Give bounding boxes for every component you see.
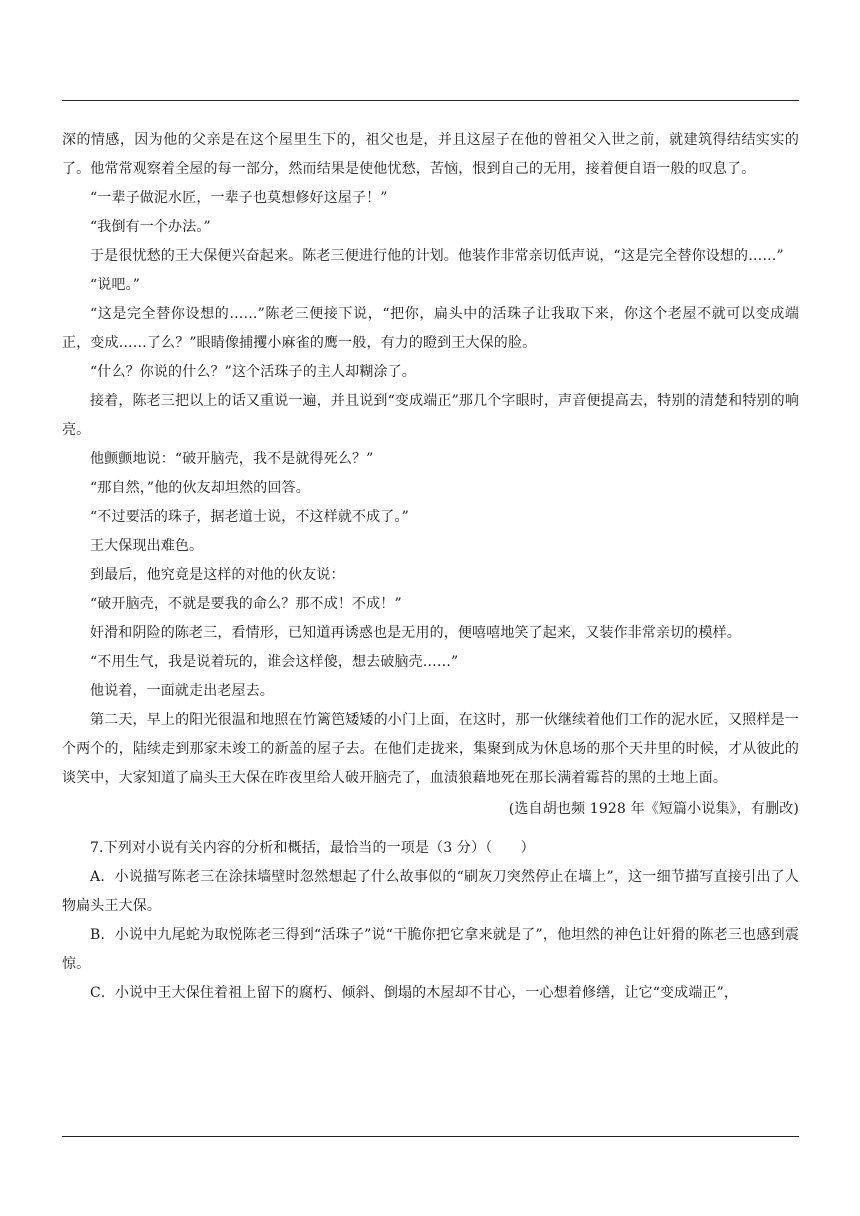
document-body — [62, 126, 799, 1008]
paragraph: 他颤颤地说：“破开脑壳，我不是就得死么？” — [90, 451, 374, 467]
paragraph: “不用生气，我是说着玩的，谁会这样傻，想去破脑壳……” — [90, 654, 459, 670]
question-option-c: C．小说中王大保住着祖上留下的腐朽、倾斜、倒塌的木屋却不甘心，一心想着修缮，让它“变成端正”， — [90, 985, 739, 1001]
paragraph: 接着，陈老三把以上的话又重说一遍，并且说到“变成端正”那几个字眼时，声音便提高去，特别的清楚和特别的响亮。 — [62, 393, 799, 438]
paragraph: “不过要活的珠子，据老道士说，不这样就不成了。” — [90, 509, 409, 525]
paragraph: “我倒有一个办法。” — [90, 219, 211, 235]
paragraph: 奸滑和阴险的陈老三，看情形，已知道再诱惑也是无用的，便嘻嘻地笑了起来，又装作非常亲切的模样。 — [90, 625, 741, 641]
header-rule — [62, 100, 799, 101]
question-option-b: B．小说中九尾蛇为取悦陈老三得到“活珠子”说“干脆你把它拿来就是了”，他坦然的神色让奸猾的陈老三也感到震惊。 — [62, 927, 799, 972]
footer-rule — [62, 1136, 799, 1137]
paragraph: “什么？你说的什么？”这个活珠子的主人却糊涂了。 — [90, 364, 416, 380]
paragraph: “这是完全替你设想的……”陈老三便接下说，“把你，扁头中的活珠子让我取下来，你这个老屋不就可以变成端正，变成……了么？”眼睛像捕攫小麻雀的鹰一般，有力的瞪到王大保的脸。 — [62, 306, 799, 351]
paragraph: 到最后，他究竟是这样的对他的伙友说： — [90, 567, 345, 583]
paragraph: “说吧。” — [90, 277, 141, 293]
source-citation: (选自胡也频 1928 年《短篇小说集》，有删改) — [508, 801, 799, 817]
question-option-a: A．小说描写陈老三在涂抹墙壁时忽然想起了什么故事似的“刷灰刀突然停止在墙上”，这一细节描写直接引出了人物扁头王大保。 — [62, 869, 799, 914]
paragraph: “一辈子做泥水匠，一辈子也莫想修好这屋子！” — [90, 190, 388, 206]
paragraph: 他说着，一面就走出老屋去。 — [90, 683, 274, 699]
paragraph: “那自然，”他的伙友却坦然的回答。 — [90, 480, 310, 496]
paragraph: “破开脑壳，不就是要我的命么？那不成！不成！” — [90, 596, 402, 612]
paragraph: 深的情感，因为他的父亲是在这个屋里生下的，祖父也是，并且这屋子在他的曾祖父入世之前，就建筑得结结实实的了。他常常观察着全屋的每一部分，然而结果是使他忧愁，苦恼，恨到自己的无用，接着便自语一般的叹息了。 — [62, 132, 799, 177]
paragraph: 于是很忧愁的王大保便兴奋起来。陈老三便进行他的计划。他装作非常亲切低声说，“这是完全替你设想的……” — [90, 248, 784, 264]
paragraph: 王大保现出难色。 — [90, 538, 204, 554]
paragraph: 第二天，早上的阳光很温和地照在竹篱笆矮矮的小门上面，在这时，那一伙继续着他们工作的泥水匠，又照样是一个两个的，陆续走到那家未竣工的新盖的屋子去。在他们走拢来，集聚到成为休息场的那个天井里的时候，才从彼此的谈笑中，大家知道了扁头王大保在昨夜里给人破开脑壳了，血渍狼藉地死在那长满着霉苔的黑的土地上面。 — [62, 712, 799, 786]
question-title: 7.下列对小说有关内容的分析和概括，最恰当的一项是（3 分）（ ） — [90, 840, 535, 856]
